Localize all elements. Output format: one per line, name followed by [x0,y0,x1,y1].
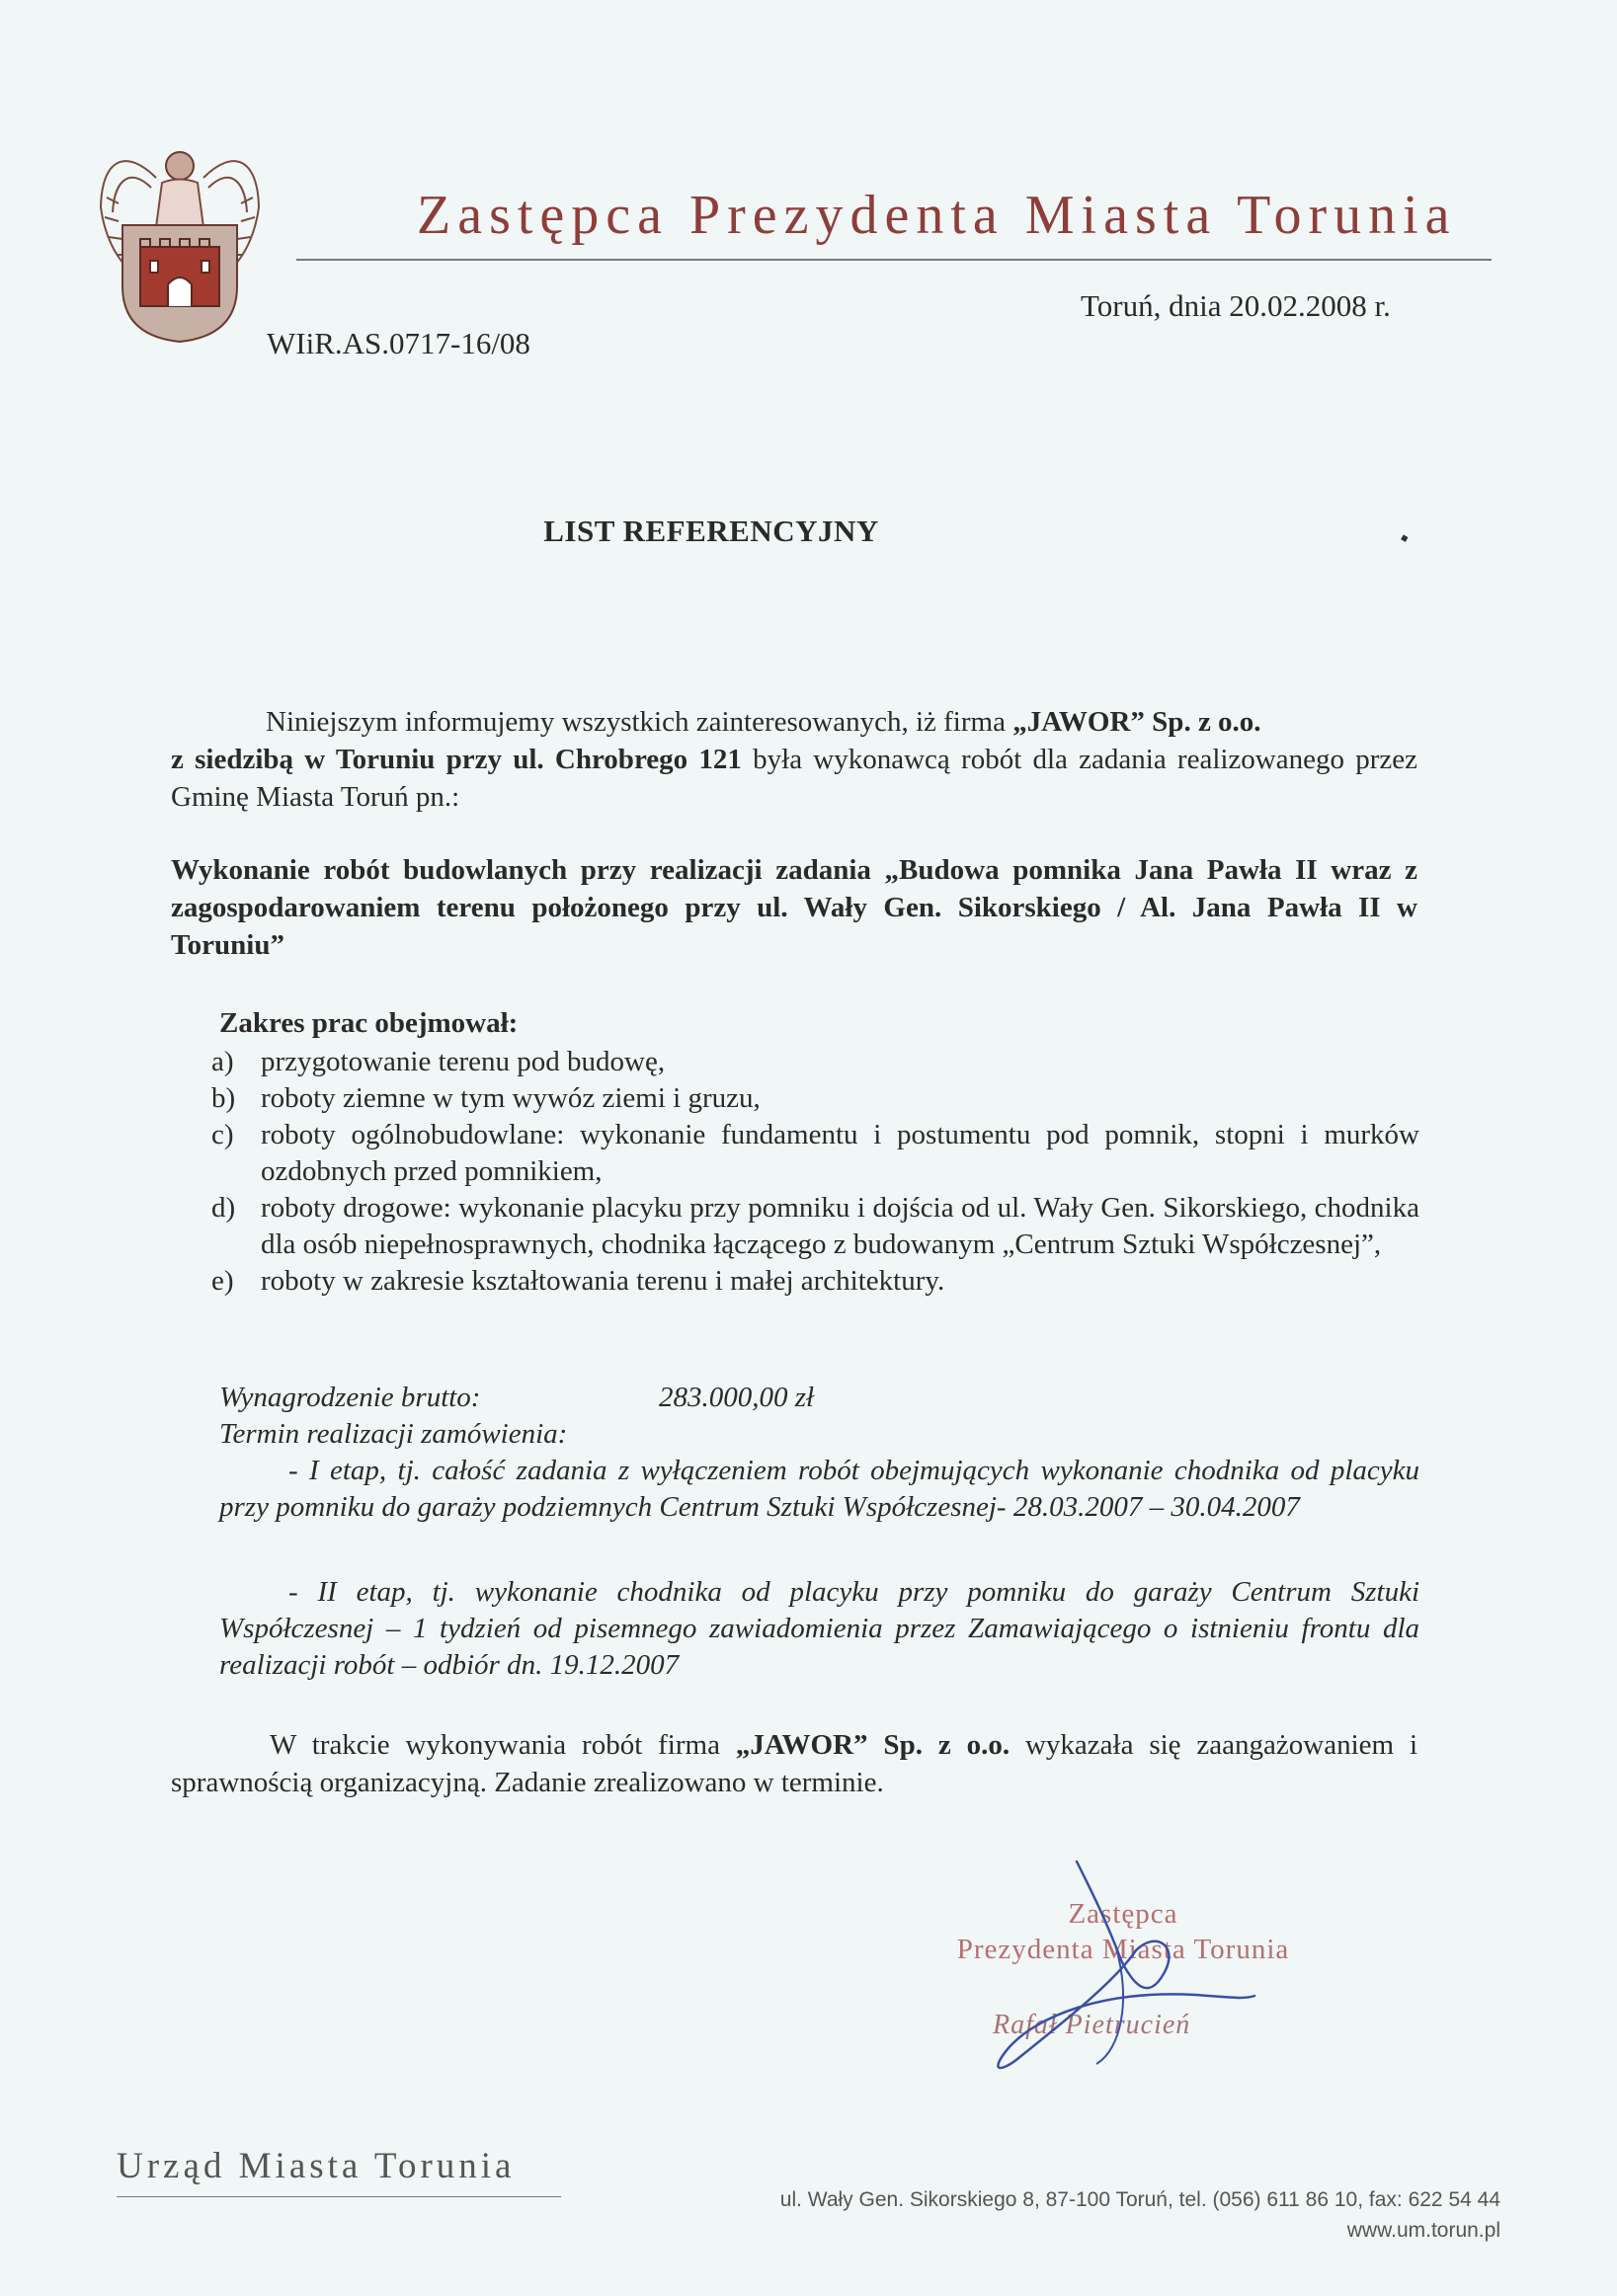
signature-name-stamp: Rafał Pietrucień [993,2010,1191,2040]
office-title: Zastępca Prezydenta Miasta Torunia [417,185,1457,246]
list-item-text: roboty ogólnobudowlane: wykonanie fundamentu i postumentu pod pomnik, stopni i murków ozdobnych przed pomnikiem, [261,1119,1419,1187]
footer-website: www.um.torun.pl [1346,2219,1500,2242]
closing-company-name: „JAWOR” Sp. z o.o. [735,1729,1011,1761]
list-item-text: roboty drogowe: wykonanie placyku przy pomniku i dojścia od ul. Wały Gen. Sikorskiego, chodnika dla osób niepełnosprawnych, chodnika łączącego z budowanym „Centrum Sztuki Współczesnej”, [261,1192,1419,1260]
list-marker: a) [211,1046,234,1077]
header-divider [296,259,1492,261]
document-title: LIST REFERENCYJNY [543,514,879,548]
term-stage-1-text: - I etap, tj. całość zadania z wyłączeniem robót obejmujących wykonanie chodnika od placyku przy pomniku do garaży podziemnych Centrum Sztuki Współczesnej- 28.03.2007 – 30.04.2007 [219,1455,1419,1523]
list-item [211,1044,1419,1080]
list-marker: e) [211,1265,234,1297]
term-stage-1 [219,1453,1419,1526]
scope-section [211,1005,1419,1300]
intro-text-rest: była wykonawcą robót dla zadania realizowanego przez Gminę Miasta Toruń pn.: [171,744,1417,813]
stamp-title-line-2: Prezydenta Miasta Torunia [956,1934,1290,1965]
payment-label: Wynagrodzenie brutto: [219,1382,481,1413]
company-name: „JAWOR” Sp. z o.o. [1012,706,1261,738]
term-label: Termin realizacji zamówienia: [219,1418,568,1450]
term-stage-2 [219,1574,1419,1684]
payment-amount: 283.000,00 zł [659,1382,815,1413]
company-seat: z siedzibą w Toruniu przy ul. Chrobrego 121 [171,744,742,775]
closing-text-start: W trakcie wykonywania robót firma [270,1729,736,1761]
stamp-title-line-1: Zastępca [1068,1898,1178,1930]
scope-heading: Zakres prac obejmował: [219,1007,519,1039]
place-date: Toruń, dnia 20.02.2008 r. [1081,288,1391,323]
task-name: Wykonanie robót budowlanych przy realizacji zadania „Budowa pomnika Jana Pawła II wraz z zagospodarowaniem terenu położonego przy ul. Wały Gen. Sikorskiego / Al. Jana Pawła II w Toruniu” [171,854,1417,961]
intro-text-start: Niniejszym informujemy wszystkich zainteresowanych, iż firma [266,706,1013,738]
closing-paragraph [171,1726,1417,1801]
footer-office-name: Urząd Miasta Torunia [117,2146,516,2186]
list-item-text: roboty ziemne w tym wywóz ziemi i gruzu, [261,1082,761,1114]
footer-contact [780,2184,1500,2246]
list-marker: c) [211,1119,234,1150]
term-stage-2-text: - II etap, tj. wykonanie chodnika od placyku przy pomniku do garaży Centrum Sztuki Współczesnej – 1 tydzień od pisemnego zawiadomienia przez Zamawiającego o istnieniu frontu dla realizacji robót – odbiór dn. 19.12.2007 [219,1576,1419,1681]
scope-list [211,1044,1419,1300]
intro-paragraph [171,703,1417,816]
list-item [211,1080,1419,1117]
list-item [211,1117,1419,1190]
stray-ink-mark: ▪ [1395,524,1415,551]
reference-number: WIiR.AS.0717-16/08 [267,326,530,360]
list-item [211,1263,1419,1300]
list-marker: d) [211,1192,236,1224]
footer-address: ul. Wały Gen. Sikorskiego 8, 87-100 Toruń, tel. (056) 611 86 10, fax: 622 54 44 [779,2188,1500,2211]
torun-coat-of-arms-icon [97,138,263,346]
handwritten-signature [919,1852,1334,2089]
list-item-text: przygotowanie terenu pod budowę, [261,1046,666,1077]
list-item-text: roboty w zakresie kształtowania terenu i małej architektury. [261,1265,945,1297]
list-marker: b) [211,1082,236,1114]
payment-row [219,1380,1419,1416]
closing-text-rest: wykazała się zaangażowaniem i sprawnością organizacyjną. Zadanie zrealizowano w terminie. [171,1729,1418,1798]
footer-divider [117,2196,561,2197]
list-item [211,1190,1419,1263]
